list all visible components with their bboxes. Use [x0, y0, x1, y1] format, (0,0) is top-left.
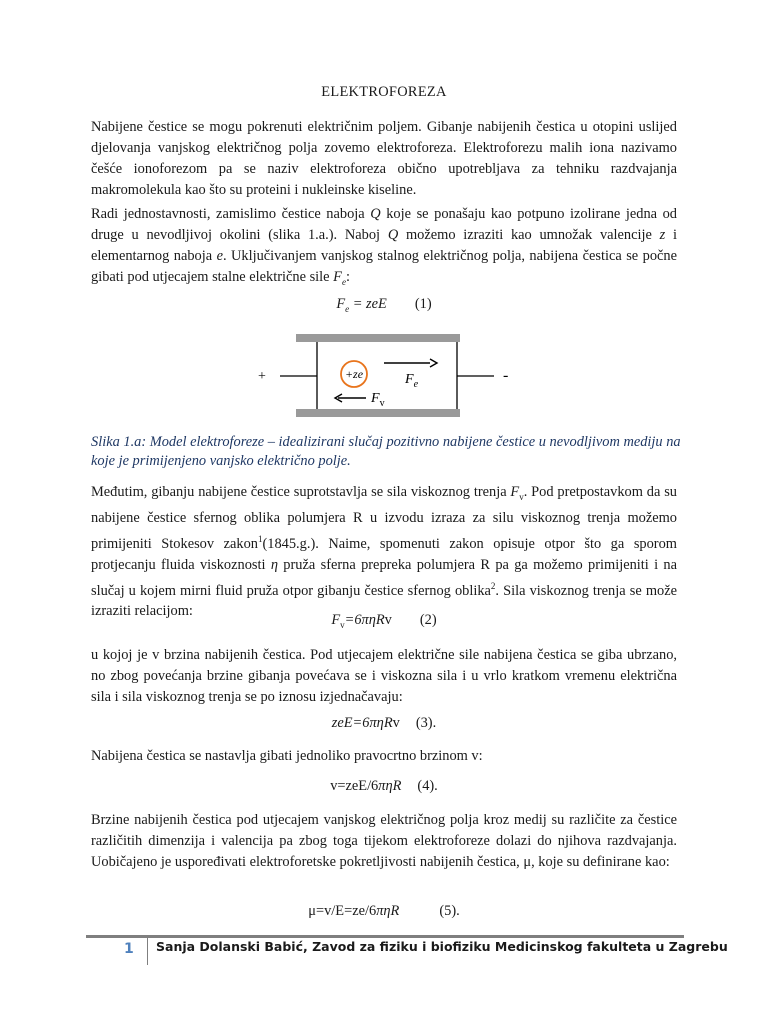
paragraph-viscous: Međutim, gibanju nabijene čestice suprotstavlja se sila viskoznog trenja $F_v$. Pod pretpostavkom da su nabijene čestice sfernog oblika polumjera R u izvodu izraza za silu viskoznog trenja možemo primijeniti Stokesov zakon$^1$(1845.g.). Naime, spomenuti zakon opisuje otpor što ga sporom protjecanju fluida viskoznosti η pruža sferna prepreka polumjera R pa ga možemo primijeniti i na slučaj u kojem mirni fluid pruža otpor gibanju čestice sfernog oblika$^2$. Sila viskoznog trenja se može izraziti relacijom:	[91, 484, 677, 620]
electric-force-arrowhead	[430, 359, 437, 367]
minus-terminal: -	[503, 367, 509, 384]
equation-3: zeE=6πηRv (3).	[331, 715, 437, 731]
particle-charge-label: +ze	[344, 367, 364, 381]
figure-caption: Slika 1.a: Model elektroforeze – idealizirani slučaj pozitivno nabijene čestice u nevodljivom mediju na koje je primijenjeno vanjsko električno polje.	[91, 434, 681, 469]
paragraph-velocity: Nabijena čestica se nastavlja gibati jednoliko pravocrtno brzinom v:	[91, 748, 483, 764]
paragraph-equilibrium: u kojoj je v brzina nabijenih čestica. Pod utjecajem električne sile nabijena čestica se giba ubrzano, no zbog povećanja brzine gibanja povećava se i viskozna sila i u vrlo kratkom vremenu električna sila i sila viskoznog trenja se po iznosu izjednačavaju:	[91, 647, 677, 705]
top-electrode-plate	[296, 334, 460, 342]
footer-author: Sanja Dolanski Babić, Zavod za fiziku i biofiziku Medicinskog fakulteta u Zagrebu	[156, 939, 728, 954]
footer-separator	[147, 937, 148, 965]
equation-5: μ=v/E=ze/6πηR (5).	[308, 903, 460, 919]
page-number: 1	[124, 941, 134, 957]
paragraph-intro: Nabijene čestice se mogu pokrenuti električnim poljem. Gibanje nabijenih čestica u otopini uslijed djelovanja vanjskog električnog polja zovemo elektroforeza. Elektroforezu malih iona nazivamo češće ionoforezom pa se naziv elektroforeza obično upotrebljava za tehniku razdvajanja makromolekula kao što su proteini i nukleinske kiseline.	[91, 119, 677, 198]
equation-2: $F_v=6\pi\eta Rv$ (2)	[331, 612, 437, 630]
equation-1: $F_e$ = zeE (1)	[336, 296, 432, 314]
bottom-electrode-plate	[296, 409, 460, 417]
viscous-force-label: $F_v$	[371, 391, 385, 409]
footer-rule	[86, 935, 684, 938]
electrophoresis-figure	[250, 330, 520, 420]
electric-force-label: $F_e$	[405, 372, 419, 390]
equation-4: v=zeE/6πηR (4).	[330, 778, 438, 794]
paragraph-model: Radi jednostavnosti, zamislimo čestice naboja Q koje se ponašaju kao potpuno izolirane jedna od druge u nevodljivoj okolini (slika 1.a.). Naboj Q možemo izraziti kao umnožak valencije z i elementarnog naboja e. Uključivanjem vanjskog stalnog električnog polja, nabijena čestica se počne gibati pod utjecajem stalne električne sile $F_e$:	[91, 206, 678, 287]
paragraph-mobility: Brzine nabijenih čestica pod utjecajem vanjskog električnog polja kroz medij su različite za čestice različitih dimenzija i valencija pa zbog toga tijekom elektroforeze dolazi do njihova razdvajanja. Uobičajeno je uspoređivati elektroforetske pokretljivosti nabijenih čestica, μ, koje su definirane kao:	[91, 812, 677, 870]
document-title: ELEKTROFOREZA	[321, 84, 447, 100]
plus-terminal: +	[258, 369, 266, 384]
